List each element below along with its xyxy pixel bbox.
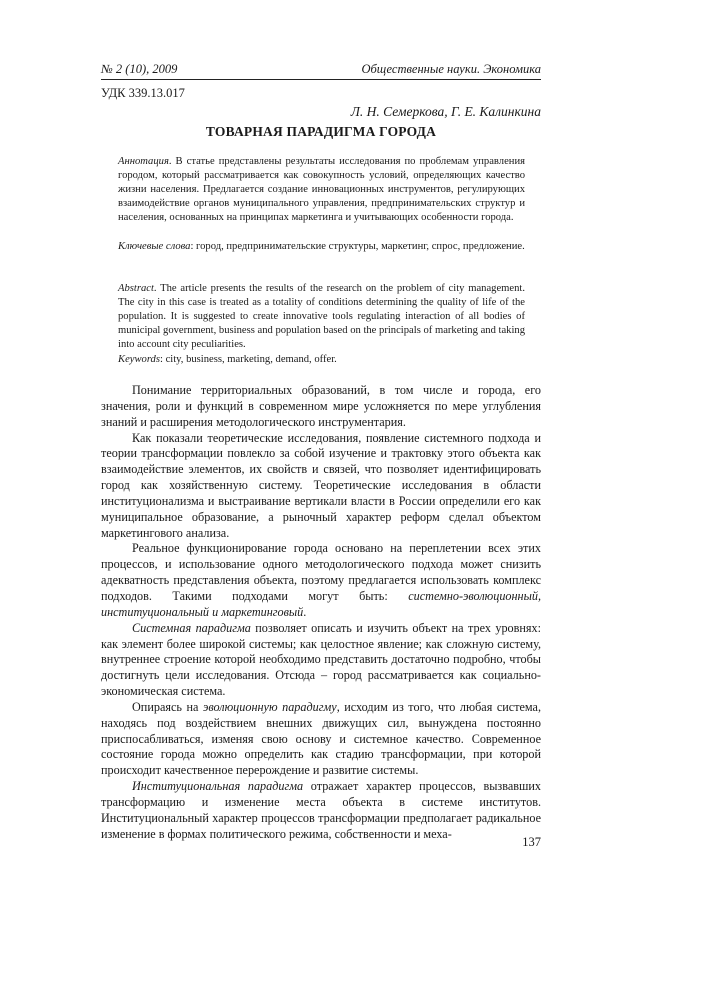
running-header <box>101 62 541 80</box>
article-title: ТОВАРНАЯ ПАРАДИГМА ГОРОДА <box>205 124 437 139</box>
keywords-ru-text: : город, предпринимательские структуры, маркетинг, спрос, предложение. <box>190 241 525 252</box>
authors: Л. Н. Семеркова, Г. Е. Калинкина <box>350 104 541 119</box>
abstract-en <box>118 282 525 352</box>
paragraph-5-start: Опираясь на <box>132 699 203 714</box>
abstract-ru <box>118 155 525 225</box>
keywords-en <box>118 353 525 367</box>
abstract-en-label: Abstract <box>118 283 154 294</box>
abstract-en-text: . The article presents the results of the research on the problem of city management. The city in this case is treated as a totality of conditions determining the quality of life of the population. It is suggested to create innovative tools regulating interaction of all bodies of municipal government, business and population based on the principals of marketing and taking into account city peculiarities. <box>118 283 525 351</box>
paragraph-6-text: отражает характер процессов, вызвавших трансформацию и изменение места объекта в системе институтов. Институциональный характер процессов трансформации предполагает радикальное изменение в формах политического режима, собственности и меха- <box>101 779 541 841</box>
journal-title: Общественные науки. Экономика <box>361 62 541 76</box>
body-paragraph-2: Как показали теоретические исследования, появление системного подхода и теории трансформации повлекло за собой изучение и трактовку этого объекта как взаимодействие элементов, их свойств и связей, что позволяет идентифицировать город как хозяйственную систему. Теоретические исследования в области институционализма и выстраивание вертикали власти в России определили его как муниципальное образование, а рыночный характер реформ сделал объектом маркетингового анализа. <box>101 430 541 540</box>
article-body <box>101 383 541 842</box>
header-rule <box>101 79 541 80</box>
body-paragraph-3 <box>101 541 541 620</box>
keywords-en-label: Keywords <box>118 354 160 365</box>
paragraph-6-emphasis: Институциональная парадигма <box>132 779 304 794</box>
page-number: 137 <box>522 835 541 849</box>
keywords-ru-label: Ключевые слова <box>118 241 191 252</box>
issue-number: № 2 (10), 2009 <box>101 62 178 76</box>
udk-code: УДК 339.13.017 <box>101 86 185 100</box>
paragraph-4-text: позволяет описать и изучить объект на трех уровнях: как элемент более широкой системы; как целостное явление; как сложную систему, внутреннее строение которой необходимо представить достаточно подробно, чтобы достигнуть цели исследования. Отсюда – город рассматривается как социально-экономическая система. <box>101 620 541 699</box>
paragraph-3-text: Реальное функционирование города основано на переплетении всех этих процессов, и использование одного методологического подхода может снизить адекватность представления объекта, поэтому предлагается использовать комплекс подходов. Такими подходами могут быть: <box>101 541 541 603</box>
paragraph-3-end: . <box>303 604 307 619</box>
paragraph-5-emphasis: эволюционную парадигму <box>202 699 337 714</box>
body-paragraph-1: Понимание территориальных образований, в том числе и города, его значения, роли и функций в современном мире усложняется по мере углубления знаний и расширения методологического инструментария. <box>101 383 541 429</box>
abstract-ru-text: . В статье представлены результаты исследования по проблемам управления городом, который рассматривается как совокупность условий, определяющих качество жизни населения. Предлагается создание инновационных инструментов, регулирующих взаимодействие органов муниципального управления, предпринимательских структур и населения, основанных на принципах маркетинга и учитывающих особенности города. <box>118 156 525 224</box>
keywords-en-text: : city, business, marketing, demand, offer. <box>159 354 337 365</box>
keywords-ru <box>118 240 525 254</box>
body-paragraph-4 <box>101 621 541 700</box>
body-paragraph-6 <box>101 779 541 842</box>
paragraph-4-emphasis: Системная парадигма <box>132 620 251 635</box>
abstract-ru-label: Аннотация <box>118 156 169 167</box>
body-paragraph-5 <box>101 700 541 779</box>
paragraph-5-text: , исходим из того, что любая система, находясь под воздействием внешних движущих сил, вынуждена постоянно приспосабливаться, изменяя свою основу и системное качество. Современное состояние города можно определить как стадию трансформации, при которой происходит качественное перерождение и развитие системы. <box>101 699 542 778</box>
paragraph-3-emphasis: системно-эволюционный, институциональный и маркетинговый <box>101 588 541 619</box>
